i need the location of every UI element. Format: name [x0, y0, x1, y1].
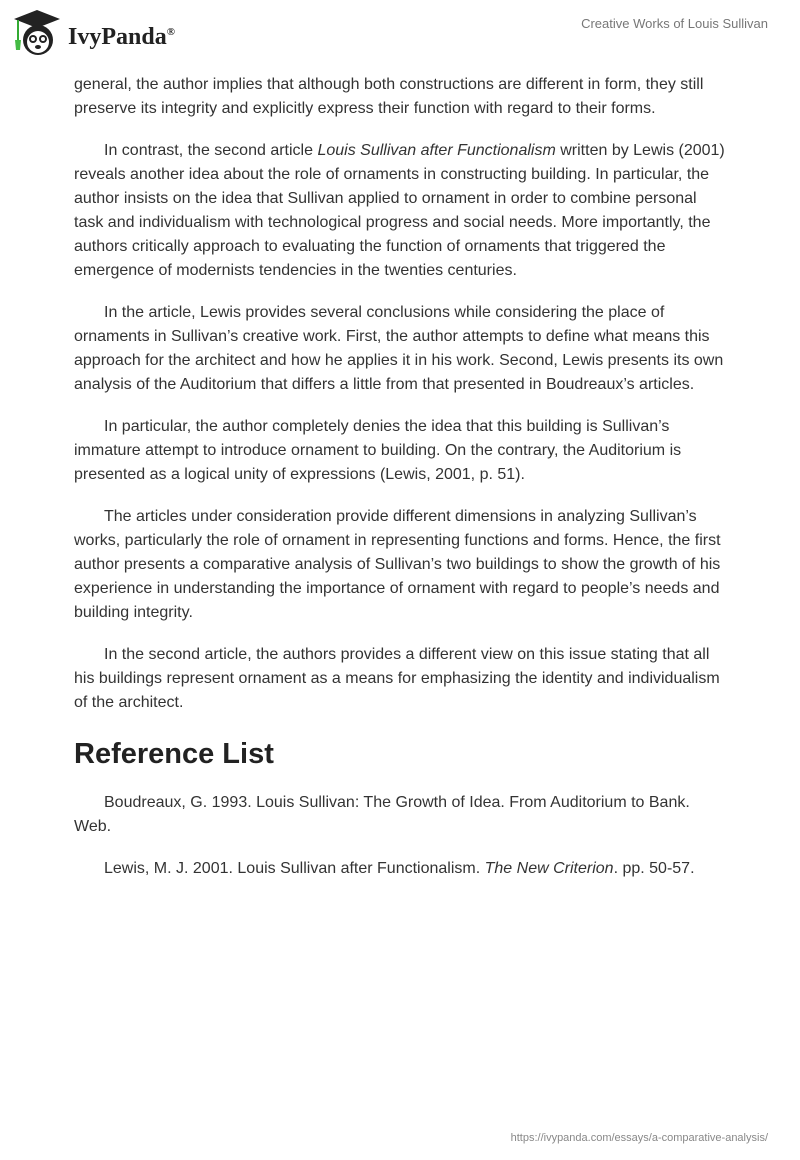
- source-url[interactable]: https://ivypanda.com/essays/a-comparative-analysis/: [510, 1132, 768, 1144]
- reference-item: Boudreaux, G. 1993. Louis Sullivan: The Growth of Idea. From Auditorium to Bank. Web.: [74, 794, 690, 835]
- page-header: [0, 0, 800, 70]
- registered-mark: ®: [166, 25, 175, 38]
- text: written by Lewis (2001) reveals another idea about the role of ornaments in constructing building. In particular, the author insists on the idea that Sullivan applied to ornament in order to combine personal task and individualism with technological progress and social needs. More importantly, the authors critically approach to evaluating the function of ornaments that triggered the emergence of modernists tendencies in the twenties centuries.: [74, 142, 725, 279]
- panda-mascot-icon: [12, 8, 62, 58]
- paragraph: general, the author implies that although both constructions are different in form, they still preserve its integrity and explicitly express their function with regard to their forms.: [74, 76, 704, 117]
- paragraph: In the second article, the authors provides a different view on this issue stating that all his buildings represent ornament as a means for emphasizing the identity and individualism of the architect.: [74, 646, 720, 711]
- reference-list-heading: Reference List: [74, 738, 274, 770]
- text: Lewis, M. J. 2001. Louis Sullivan after Functionalism.: [104, 860, 485, 877]
- paragraph: In particular, the author completely denies the idea that this building is Sullivan’s immature attempt to introduce ornament to building. On the contrary, the Auditorium is presented as a logical unity of expressions (Lewis, 2001, p. 51).: [74, 418, 682, 483]
- ivypanda-logo[interactable]: [12, 8, 175, 58]
- article-title: Louis Sullivan after Functionalism: [317, 142, 556, 159]
- text: In contrast, the second article: [104, 142, 318, 159]
- logo-text: IvyPanda: [68, 23, 167, 50]
- document-title: Creative Works of Louis Sullivan: [581, 16, 768, 31]
- reference-item: [74, 857, 726, 881]
- paragraph: The articles under consideration provide different dimensions in analyzing Sullivan’s works, particularly the role of ornament in representing functions and forms. Hence, the first author presents a comparative analysis of Sullivan’s two buildings to show the growth of his experience in understanding the importance of ornament with regard to people’s needs and building integrity.: [74, 508, 721, 621]
- paragraph: In the article, Lewis provides several conclusions while considering the place of ornaments in Sullivan’s creative work. First, the author attempts to define what means this approach for the architect and how he applies it in his work. Second, Lewis presents its own analysis of the Auditorium that differs a little from that presented in Boudreaux’s articles.: [74, 304, 724, 393]
- paragraph: [74, 139, 726, 283]
- text: . pp. 50-57.: [613, 860, 695, 877]
- essay-content: [74, 73, 726, 899]
- journal-title: The New Criterion: [484, 860, 614, 877]
